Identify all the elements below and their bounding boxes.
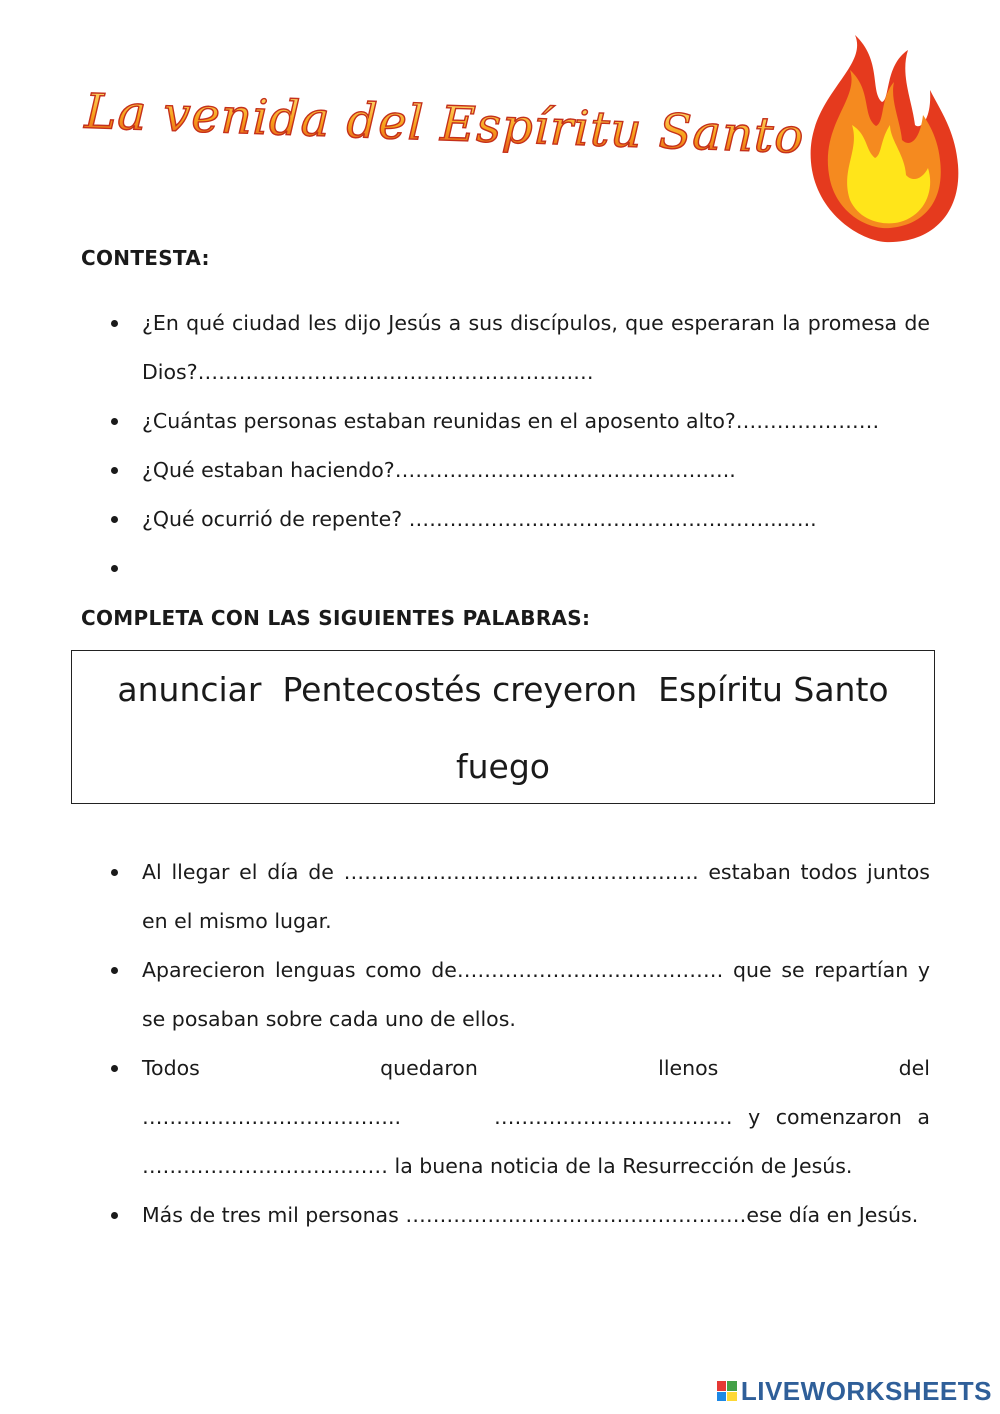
question-text: ¿Qué ocurrió de repente? <box>142 507 409 531</box>
fill-in-item <box>80 1191 930 1240</box>
sentence-text: estaban todos juntos en el mismo lugar. <box>142 860 930 933</box>
answer-blank[interactable]: ………………..……………………………..….. <box>408 507 817 531</box>
logo-square <box>717 1381 727 1391</box>
question-item <box>80 495 930 544</box>
sentence-text: Al llegar el día de <box>142 860 344 884</box>
fill-blank[interactable]: ……………………………… <box>142 1154 388 1178</box>
question-item <box>80 299 930 397</box>
title-text: La venida del Espíritu Santo <box>83 83 806 165</box>
question-item-empty <box>80 544 930 593</box>
flame-icon <box>790 30 965 250</box>
answer-blank[interactable]: ……………………………………………….… <box>197 360 594 384</box>
section-heading-contesta: CONTESTA: <box>81 246 210 270</box>
fill-blank[interactable]: ………………………………… <box>456 958 724 982</box>
fill-blank[interactable]: ……………………………………………. <box>343 860 699 884</box>
sentence-text: la buena noticia de la Resurrección de Jesús. <box>388 1154 853 1178</box>
fill-in-list <box>80 848 930 1240</box>
fill-in-item <box>80 946 930 1044</box>
brand-name: LIVEWORKSHEETS <box>740 1375 992 1406</box>
question-text: ¿Qué estaban haciendo? <box>142 458 395 482</box>
question-text: ¿Cuántas personas estaban reunidas en el aposento alto? <box>142 409 736 433</box>
sentence-text: que se repartían y se posaban sobre cada uno de ellos. <box>142 958 931 1031</box>
question-text: ¿En qué ciudad les dijo Jesús a sus discípulos, que esperaran la promesa de Dios? <box>142 311 930 384</box>
fill-in-item <box>80 848 930 946</box>
worksheet-title <box>80 78 806 208</box>
sentence-text: Todos quedaron llenos del <box>142 1056 930 1080</box>
fill-blank[interactable]: ……………..…………………………… <box>405 1203 747 1227</box>
sentence-text: y comenzaron a <box>732 1105 930 1129</box>
sentence-text: Aparecieron lenguas como de <box>142 958 457 982</box>
question-list <box>80 299 930 593</box>
answer-blank[interactable]: ………………………………………….. <box>394 458 736 482</box>
fill-blank[interactable]: ……………………………….. <box>142 1105 402 1129</box>
liveworksheets-logo-icon <box>717 1381 737 1401</box>
sentence-text: ese día en Jesús. <box>746 1203 919 1227</box>
liveworksheets-brand <box>717 1375 992 1406</box>
question-item <box>80 446 930 495</box>
fill-blank[interactable]: ……………………..……… <box>494 1105 733 1129</box>
question-item <box>80 397 930 446</box>
logo-square <box>717 1392 727 1402</box>
logo-square <box>727 1392 737 1402</box>
fill-in-item <box>80 1044 930 1191</box>
word-bank <box>71 650 935 804</box>
logo-square <box>727 1381 737 1391</box>
word-bank-line: anunciar Pentecostés creyeron Espíritu Santo <box>117 670 889 709</box>
section-heading-completa: COMPLETA CON LAS SIGUIENTES PALABRAS: <box>81 606 591 630</box>
sentence-text: Más de tres mil personas <box>142 1203 406 1227</box>
answer-blank[interactable]: ………………… <box>735 409 880 433</box>
word-bank-line: fuego <box>456 747 550 786</box>
